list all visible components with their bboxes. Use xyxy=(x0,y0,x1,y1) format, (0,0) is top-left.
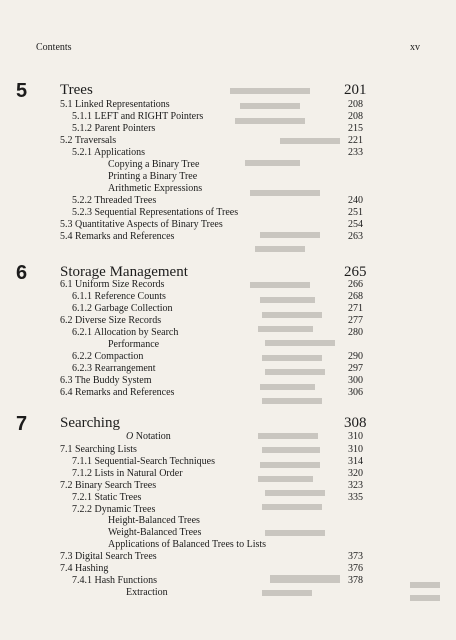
toc-entry-label: Applications of Balanced Trees to Lists xyxy=(108,539,267,551)
toc-entry xyxy=(0,563,456,575)
toc-entry xyxy=(0,291,456,303)
chapter-number: 5 xyxy=(16,80,28,102)
toc-entry xyxy=(0,123,456,135)
toc-entry xyxy=(0,315,456,327)
toc-entry-page: 335 xyxy=(348,491,363,503)
chapter-number: 7 xyxy=(16,413,28,435)
toc-entry xyxy=(0,480,456,492)
toc-entry xyxy=(0,375,456,387)
chapter-title: Trees xyxy=(60,82,93,98)
toc-entry-label: 5.3 Quantitative Aspects of Binary Trees xyxy=(60,219,223,230)
toc-entry-page: 251 xyxy=(348,207,363,218)
toc-entry-page: 297 xyxy=(348,363,363,374)
toc-entry-page: 280 xyxy=(348,327,363,338)
toc-entry-page: 314 xyxy=(348,455,363,467)
toc-entry xyxy=(0,468,456,480)
toc-entry-page: 373 xyxy=(348,551,363,563)
toc-entry xyxy=(0,147,456,159)
toc-entry-label: Performance xyxy=(108,339,160,350)
toc-entry-label: Copying a Binary Tree xyxy=(108,159,200,170)
toc-entry-page: 215 xyxy=(348,123,363,134)
big-o-symbol: O xyxy=(126,431,134,442)
toc-entry-page: 310 xyxy=(348,444,363,455)
toc-entry-page: 263 xyxy=(348,231,363,242)
toc-entry xyxy=(0,339,456,351)
toc-entry xyxy=(0,587,456,599)
toc-entry xyxy=(0,456,456,468)
chapter-page: 265 xyxy=(344,264,367,280)
toc-entry xyxy=(0,431,456,443)
toc-entry-label: Extraction xyxy=(126,586,168,598)
toc-entry xyxy=(0,492,456,504)
toc-entry xyxy=(0,99,456,111)
toc-entry xyxy=(0,515,456,527)
toc-entry-page: 290 xyxy=(348,351,363,362)
toc-entry xyxy=(0,231,456,243)
toc-entry-label: 5.4 Remarks and References xyxy=(60,231,175,242)
toc-entry-label: 5.1.1 LEFT and RIGHT Pointers xyxy=(72,111,204,122)
toc-entry xyxy=(0,351,456,363)
toc-entry-label: 7.1 Searching Lists xyxy=(60,444,137,455)
toc-entry xyxy=(0,527,456,539)
toc-entry xyxy=(0,387,456,399)
toc-entry-page: 233 xyxy=(348,147,363,158)
toc-entry-label: 6.3 The Buddy System xyxy=(60,375,152,386)
running-head-page-number: xv xyxy=(410,42,420,53)
toc-entry-page: 300 xyxy=(348,375,363,386)
toc-entry xyxy=(0,207,456,219)
toc-entry xyxy=(0,219,456,231)
toc-entry-label: 5.2 Traversals xyxy=(60,135,117,146)
toc-entry xyxy=(0,195,456,207)
toc-entry-label: 5.2.3 Sequential Representations of Trees xyxy=(72,207,239,218)
running-head-left: Contents xyxy=(36,42,72,53)
toc-entry-label: O Notation xyxy=(126,431,171,442)
toc-entry xyxy=(0,444,456,456)
chapter-page: 201 xyxy=(344,82,367,98)
toc-entry xyxy=(0,183,456,195)
toc-entry-page: 320 xyxy=(348,467,363,479)
toc-entry-page: 277 xyxy=(348,315,363,326)
toc-entry-page: 323 xyxy=(348,479,363,491)
toc-entry-page: 266 xyxy=(348,279,363,290)
toc-entry xyxy=(0,363,456,375)
toc-entry-page: 306 xyxy=(348,387,363,398)
toc-entry-page: 221 xyxy=(348,135,363,146)
chapter-title: Searching xyxy=(60,415,120,431)
toc-entry-label: Arithmetic Expressions xyxy=(108,183,203,194)
toc-entry xyxy=(0,111,456,123)
toc-entry-label: Height-Balanced Trees xyxy=(108,515,200,527)
chapter-title: Storage Management xyxy=(60,264,188,280)
toc-entry-label: 7.4 Hashing xyxy=(60,563,109,574)
toc-entry-page: 208 xyxy=(348,99,363,110)
toc-entry-label: 7.2 Binary Search Trees xyxy=(60,479,157,491)
toc-entry-label: Printing a Binary Tree xyxy=(108,171,198,182)
toc-entry-page: 240 xyxy=(348,195,363,206)
toc-entry-label: 6.2.3 Rearrangement xyxy=(72,363,156,374)
toc-entry-label: 7.4.1 Hash Functions xyxy=(72,574,157,586)
toc-entry-page: 376 xyxy=(348,563,363,574)
toc-entry-label: 6.2.2 Compaction xyxy=(72,351,144,362)
toc-entry-label: 6.1.1 Reference Counts xyxy=(72,291,166,302)
toc-entry-page: 271 xyxy=(348,303,363,314)
toc-entry-label: 5.1 Linked Representations xyxy=(60,99,170,110)
toc-entry-page: 378 xyxy=(348,574,363,586)
toc-entry-label: 7.2.1 Static Trees xyxy=(72,491,142,503)
toc-entry-label: 6.1 Uniform Size Records xyxy=(60,279,165,290)
chapter-page: 308 xyxy=(344,415,367,431)
toc-entry xyxy=(0,279,456,291)
toc-entry xyxy=(0,159,456,171)
toc-entry xyxy=(0,504,456,516)
toc-entry-page: 208 xyxy=(348,111,363,122)
toc-entry xyxy=(0,575,456,587)
toc-entry-label: 6.2 Diverse Size Records xyxy=(60,315,162,326)
toc-entry xyxy=(0,551,456,563)
toc-entry-label: 7.1.2 Lists in Natural Order xyxy=(72,467,183,479)
toc-entry-label: 5.2.1 Applications xyxy=(72,147,146,158)
toc-entry-label: 6.2.1 Allocation by Search xyxy=(72,327,179,338)
toc-entry xyxy=(0,171,456,183)
toc-entry xyxy=(0,539,456,551)
toc-entry-label: 5.1.2 Parent Pointers xyxy=(72,123,156,134)
toc-entry-label: 6.1.2 Garbage Collection xyxy=(72,303,173,314)
toc-entry-label: 7.1.1 Sequential-Search Techniques xyxy=(72,455,215,467)
toc-entry-label: 7.3 Digital Search Trees xyxy=(60,551,157,563)
toc-entry-label: 5.2.2 Threaded Trees xyxy=(72,195,157,206)
toc-entry-page: 254 xyxy=(348,219,363,230)
toc-entry xyxy=(0,135,456,147)
toc-entry xyxy=(0,327,456,339)
toc-entry xyxy=(0,303,456,315)
toc-entry-label: 6.4 Remarks and References xyxy=(60,387,175,398)
toc-entry-page: 310 xyxy=(348,431,363,442)
chapter-number: 6 xyxy=(16,262,28,284)
toc-entry-label: Weight-Balanced Trees xyxy=(108,527,202,539)
toc-entry-page: 268 xyxy=(348,291,363,302)
toc-entry-label: 7.2.2 Dynamic Trees xyxy=(72,503,156,515)
